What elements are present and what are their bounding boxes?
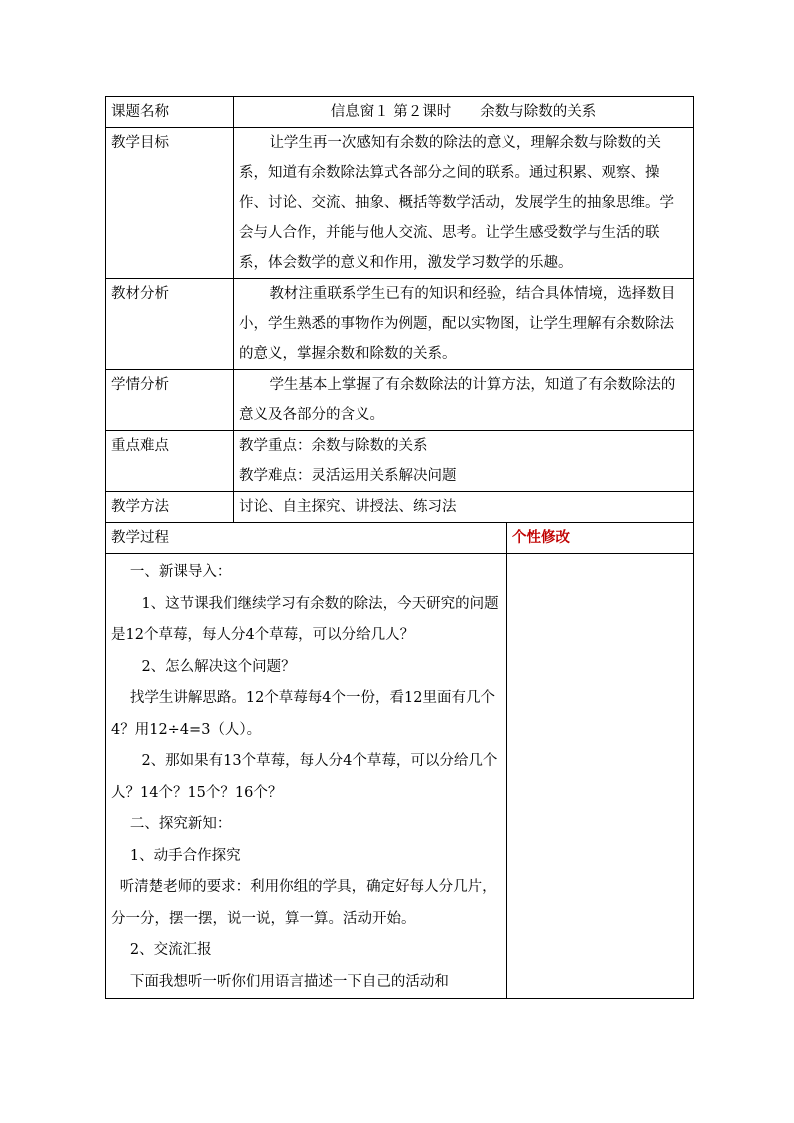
process-paragraph: 2、怎么解决这个问题？ [141, 658, 296, 675]
process-label: 教学过程 [106, 523, 507, 554]
material-text: 教材注重联系学生已有的知识和经验，结合具体情境，选择数目小，学生熟悉的事物作为例题，配以实物图，让学生理解有余数除法的意义，掌握余数和除数的关系。 [239, 286, 676, 362]
material-label: 教材分析 [106, 279, 234, 370]
notes-cell [507, 554, 694, 999]
title-row [106, 97, 694, 128]
methods-row [106, 492, 694, 523]
goals-label: 教学目标 [106, 128, 234, 279]
keypoints-row [106, 431, 694, 492]
goals-row [106, 128, 694, 279]
lesson-plan-table [105, 96, 694, 999]
title-label: 课题名称 [106, 97, 234, 128]
process-paragraph: 1、这节课我们继续学习有余数的除法，今天研究的问题是12个草莓，每人分4个草莓，可以分给几人？ [111, 595, 499, 643]
methods-label: 教学方法 [106, 492, 234, 523]
students-label: 学情分析 [106, 370, 234, 431]
process-paragraph: 一、新课导入： [129, 564, 232, 580]
keypoints-cell [234, 431, 694, 492]
process-paragraph: 2、交流汇报 [129, 942, 212, 958]
process-paragraph: 二、探究新知： [129, 816, 232, 832]
process-paragraph: 找学生讲解思路。12个草莓每4个一份，看12里面有几个4？用12÷4=3（人）。 [111, 690, 495, 738]
notes-label: 个性修改 [507, 523, 694, 554]
students-row [106, 370, 694, 431]
material-row [106, 279, 694, 370]
process-content [106, 554, 507, 999]
students-text: 学生基本上掌握了有余数除法的计算方法，知道了有余数除法的意义及各部分的含义。 [239, 377, 676, 423]
methods-value: 讨论、自主探究、讲授法、练习法 [234, 492, 694, 523]
process-body-row [106, 554, 694, 999]
process-paragraph: 听清楚老师的要求：利用你组的学具，确定好每人分几片，分一分，摆一摆，说一说，算一算。活动开始。 [111, 879, 497, 927]
process-paragraph: 2、那如果有13个草莓，每人分4个草莓，可以分给几个人？14个？15个？16个？ [111, 753, 498, 801]
title-value: 信息窗１ 第２课时 余数与除数的关系 [234, 97, 694, 128]
keypoint-difficulty: 教学难点：灵活运用关系解决问题 [239, 468, 457, 484]
process-header-row [106, 523, 694, 554]
process-paragraph: 1、动手合作探究 [129, 847, 241, 864]
material-cell [234, 279, 694, 370]
process-paragraph: 下面我想听一听你们用语言描述一下自己的活动和 [129, 973, 449, 990]
keypoint-focus: 教学重点：余数与除数的关系 [239, 438, 428, 454]
goals-text: 让学生再一次感知有余数的除法的意义，理解余数与除数的关系，知道有余数除法算式各部分之间的联系。通过积累、观察、操作、讨论、交流、抽象、概括等数学活动，发展学生的抽象思维。学会与人合作，并能与他人交流、思考。让学生感受数学与生活的联系，体会数学的意义和作用，激发学习数学的乐趣。 [239, 135, 674, 271]
keypoints-label: 重点难点 [106, 431, 234, 492]
goals-cell [234, 128, 694, 279]
students-cell [234, 370, 694, 431]
